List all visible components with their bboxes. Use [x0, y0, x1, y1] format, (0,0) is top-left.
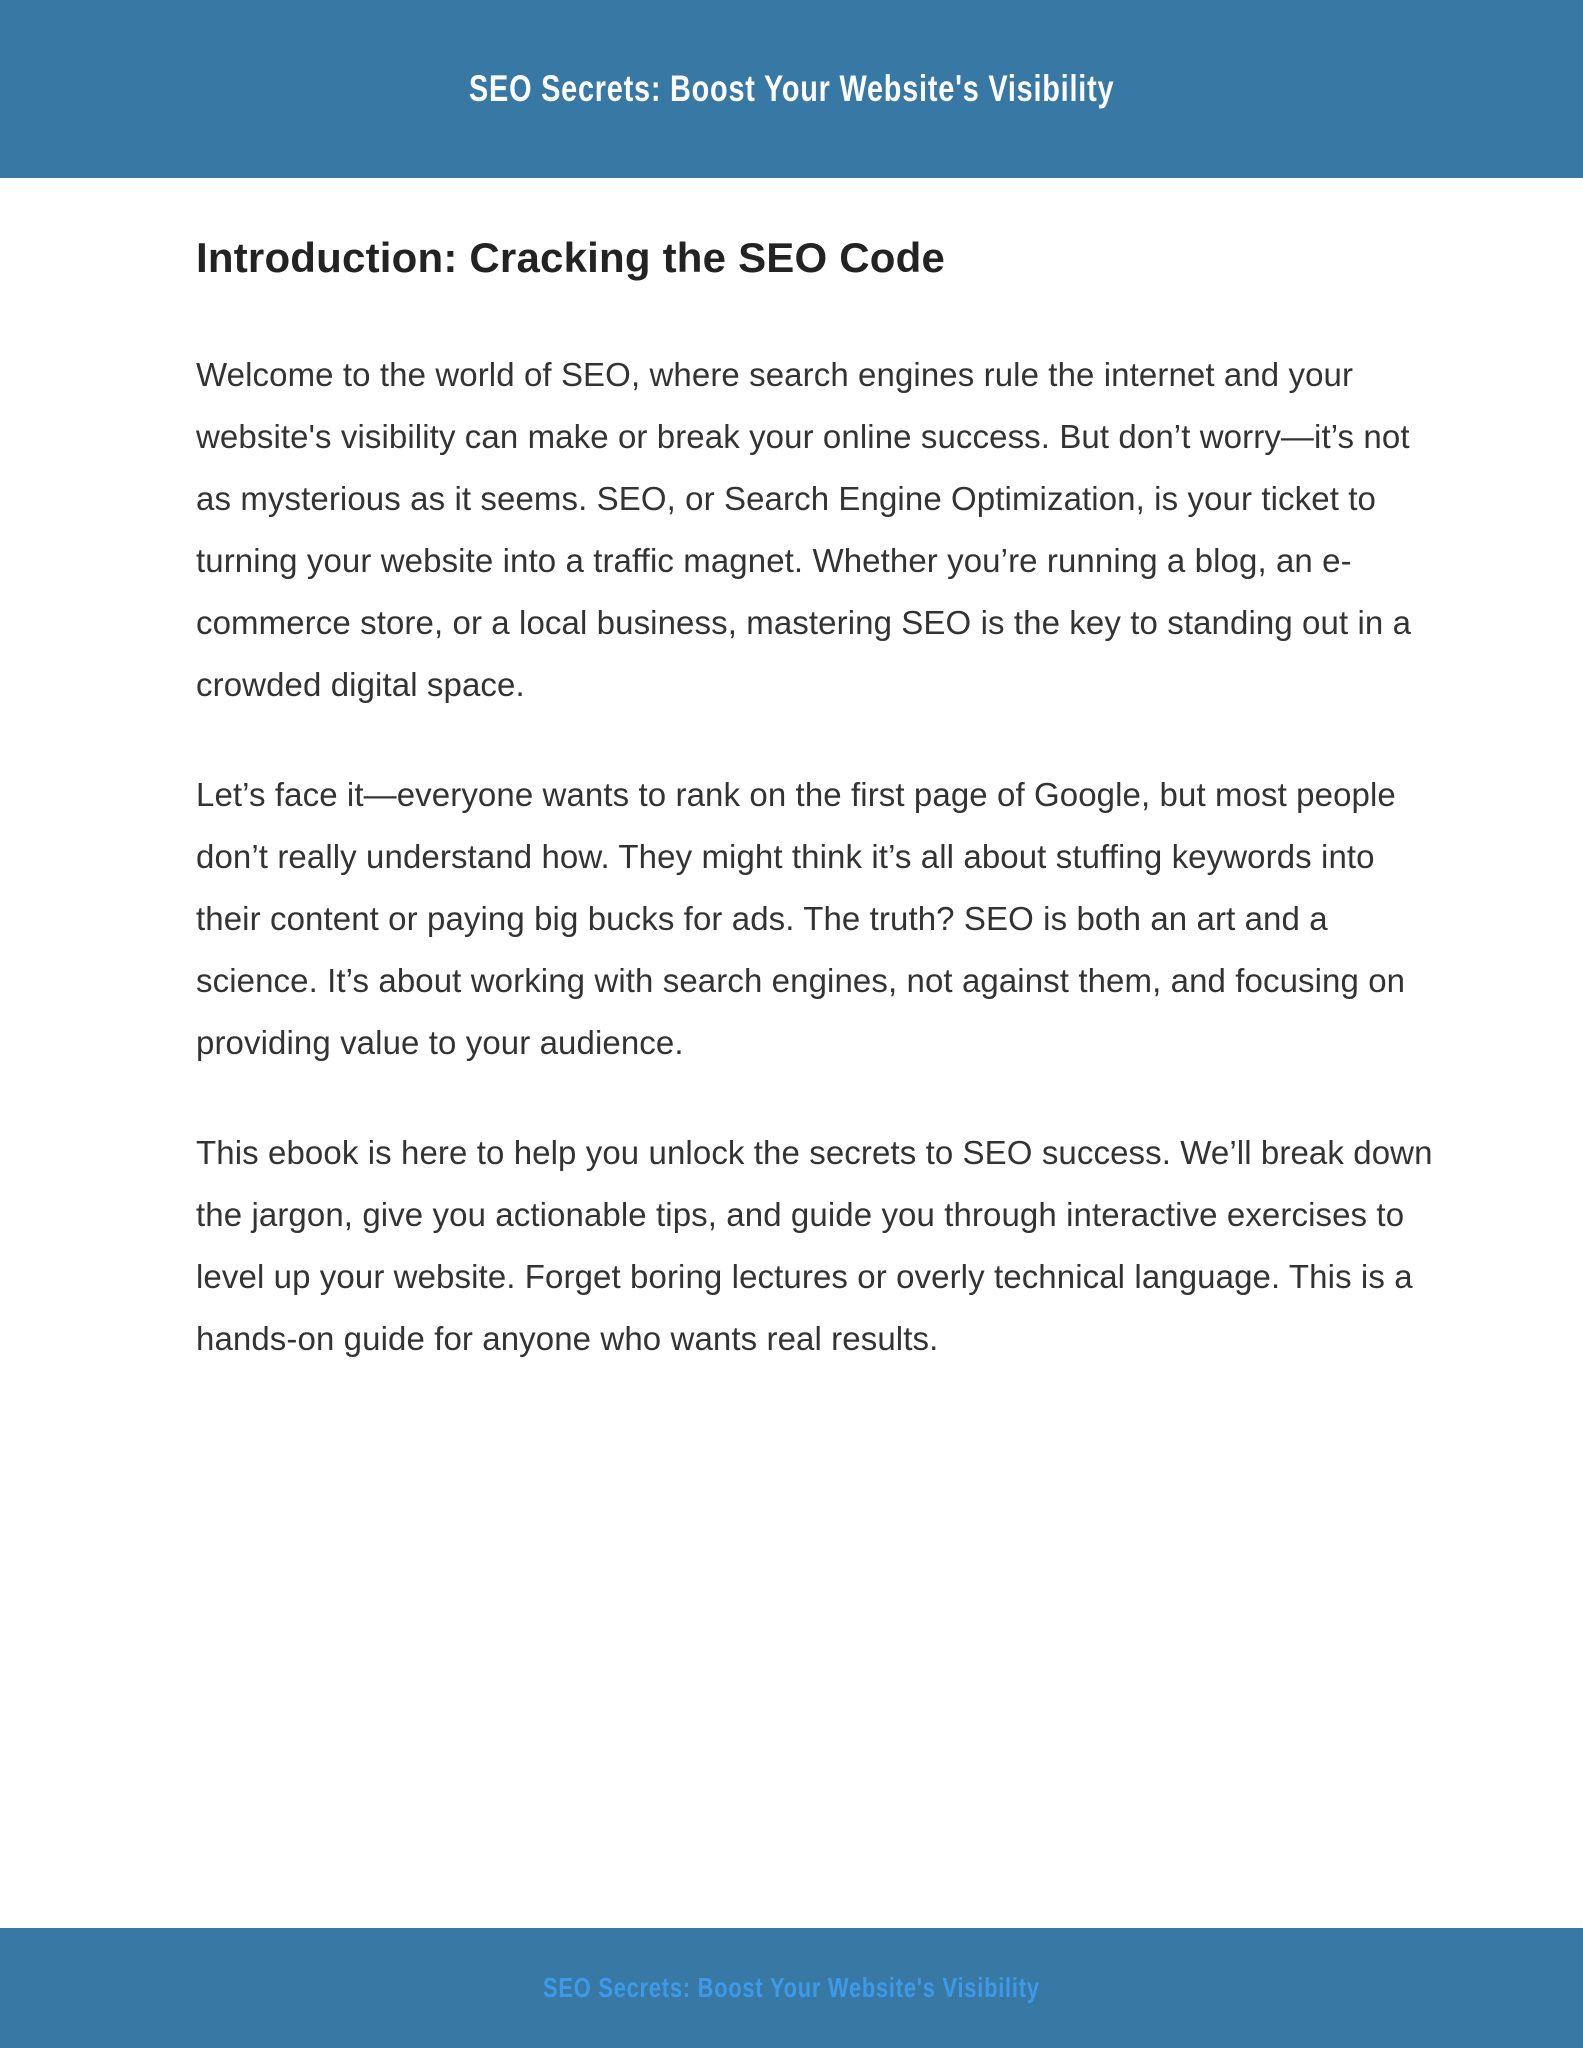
paragraph-3: This ebook is here to help you unlock the secrets to SEO success. We’ll break down the jargon, give you actionable tips, and guide you through interactive exercises to level up your website. Forget boring lectures or overly technical language. This is a hands-on guide for anyone who wants real results. — [196, 1134, 1433, 1357]
footer-band — [0, 1928, 1583, 2048]
page-title: Introduction: Cracking the SEO Code — [196, 234, 946, 281]
page-content — [0, 178, 1583, 1928]
header-band — [0, 0, 1583, 178]
paragraph-1: Welcome to the world of SEO, where search engines rule the internet and your website's visibility can make or break your online success. But don’t worry—it’s not as mysterious as it seems. SEO, or Search Engine Optimization, is your ticket to turning your website into a traffic magnet. Whether you’re running a blog, an e-commerce store, or a local business, mastering SEO is the key to standing out in a crowded digital space. — [196, 356, 1412, 703]
paragraph-2: Let’s face it—everyone wants to rank on the first page of Google, but most people don’t really understand how. They might think it’s all about stuffing keywords into their content or paying big bucks for ads. The truth? SEO is both an art and a science. It’s about working with search engines, not against them, and focusing on providing value to your audience. — [196, 776, 1406, 1061]
footer-title: SEO Secrets: Boost Your Website's Visibility — [543, 1972, 1040, 2003]
header-title: SEO Secrets: Boost Your Website's Visibility — [468, 68, 1115, 109]
